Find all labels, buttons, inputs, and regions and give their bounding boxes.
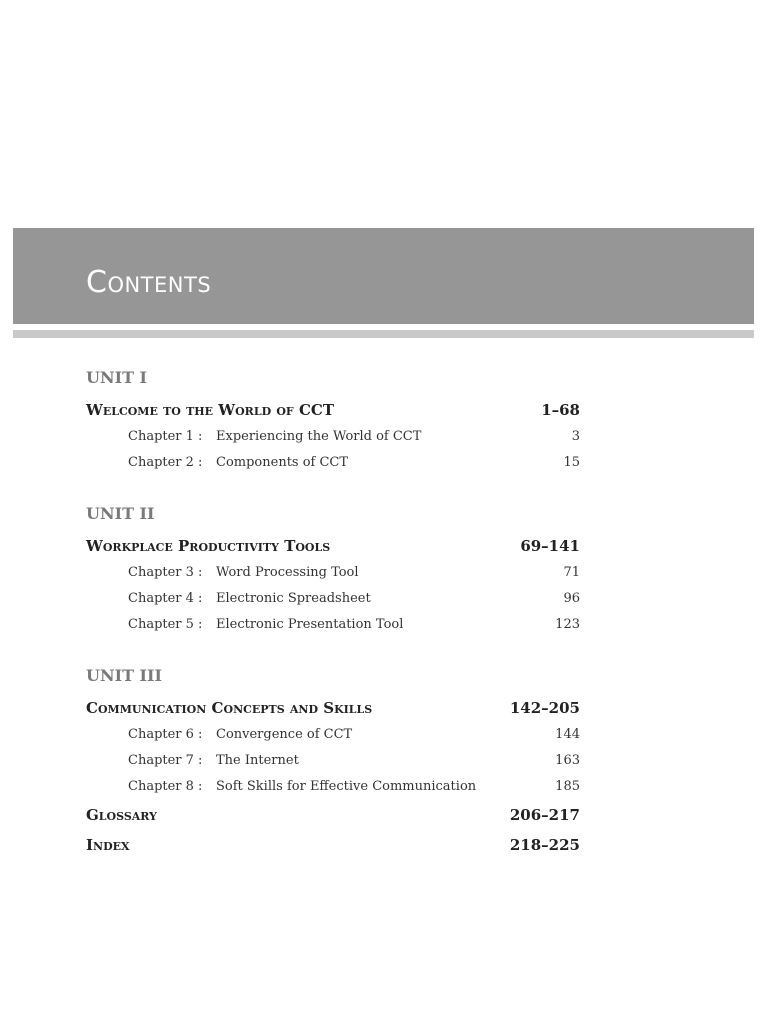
chapter-page: 144 bbox=[555, 727, 580, 742]
chapter-number: Chapter 6 : bbox=[128, 727, 203, 742]
chapter-number: Chapter 3 : bbox=[128, 565, 203, 580]
unit-title: Workplace Productivity Tools bbox=[86, 537, 331, 555]
chapter-title: Components of CCT bbox=[216, 455, 349, 470]
chapter-number: Chapter 8 : bbox=[128, 779, 203, 794]
chapter-number: Chapter 1 : bbox=[128, 429, 203, 444]
chapter-entry[interactable] bbox=[86, 424, 580, 450]
index-title: Index bbox=[86, 836, 130, 854]
unit-heading[interactable] bbox=[86, 694, 580, 722]
chapter-entry[interactable] bbox=[86, 586, 580, 612]
unit-section-3 bbox=[86, 664, 580, 800]
unit-title: Welcome to the World of CCT bbox=[86, 401, 334, 419]
chapter-page: 3 bbox=[571, 429, 580, 444]
page-title: Contents bbox=[86, 265, 212, 300]
glossary-title: Glossary bbox=[86, 806, 157, 824]
chapter-entry[interactable] bbox=[86, 774, 580, 800]
chapter-entry[interactable] bbox=[86, 748, 580, 774]
contents-banner bbox=[13, 228, 754, 324]
chapter-number: Chapter 2 : bbox=[128, 455, 203, 470]
chapter-page: 15 bbox=[563, 455, 580, 470]
unit-label: UNIT II bbox=[86, 504, 155, 523]
unit-section-1 bbox=[86, 366, 580, 476]
index-pages: 218–225 bbox=[509, 836, 580, 854]
unit-pages: 69–141 bbox=[520, 537, 580, 555]
unit-pages: 142–205 bbox=[509, 699, 580, 717]
chapter-title: Electronic Presentation Tool bbox=[216, 617, 404, 632]
glossary-entry[interactable] bbox=[86, 800, 580, 830]
chapter-entry[interactable] bbox=[86, 560, 580, 586]
unit-section-2 bbox=[86, 502, 580, 638]
index-entry[interactable] bbox=[86, 830, 580, 860]
chapter-page: 71 bbox=[563, 565, 580, 580]
chapter-number: Chapter 7 : bbox=[128, 753, 203, 768]
chapter-page: 123 bbox=[555, 617, 580, 632]
banner-divider bbox=[13, 330, 754, 338]
chapter-title: Experiencing the World of CCT bbox=[216, 429, 422, 444]
unit-label: UNIT III bbox=[86, 666, 162, 685]
unit-title: Communication Concepts and Skills bbox=[86, 699, 373, 717]
unit-heading[interactable] bbox=[86, 396, 580, 424]
chapter-title: Soft Skills for Effective Communication bbox=[216, 779, 477, 794]
chapter-number: Chapter 5 : bbox=[128, 617, 203, 632]
chapter-title: Electronic Spreadsheet bbox=[216, 591, 371, 606]
unit-heading[interactable] bbox=[86, 532, 580, 560]
chapter-title: Convergence of CCT bbox=[216, 727, 353, 742]
chapter-page: 96 bbox=[563, 591, 580, 606]
chapter-page: 185 bbox=[555, 779, 580, 794]
chapter-entry[interactable] bbox=[86, 450, 580, 476]
chapter-title: The Internet bbox=[216, 753, 299, 768]
unit-label: UNIT I bbox=[86, 368, 148, 387]
chapter-entry[interactable] bbox=[86, 722, 580, 748]
chapter-title: Word Processing Tool bbox=[216, 565, 359, 580]
chapter-entry[interactable] bbox=[86, 612, 580, 638]
chapter-page: 163 bbox=[555, 753, 580, 768]
chapter-number: Chapter 4 : bbox=[128, 591, 203, 606]
table-of-contents bbox=[86, 366, 580, 860]
unit-pages: 1–68 bbox=[541, 401, 580, 419]
glossary-pages: 206–217 bbox=[509, 806, 580, 824]
